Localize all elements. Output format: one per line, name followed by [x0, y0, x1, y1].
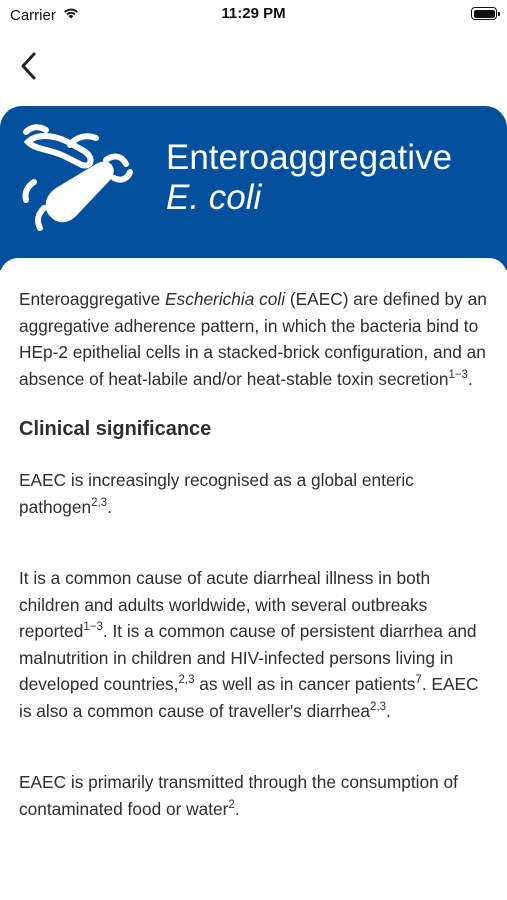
paragraph-text: . It is a common cause of persistent diarrhea and malnutrition in children and HIV-infected persons living in developed countries,: [19, 621, 477, 694]
citation-ref[interactable]: 7: [415, 674, 422, 686]
citation-ref[interactable]: 1−3: [83, 621, 103, 633]
intro-species-name: Escherichia coli: [165, 289, 286, 309]
paragraph-text: . EAEC is also a common cause of traveller's diarrhea: [19, 674, 479, 721]
paragraph-text: EAEC is primarily transmitted through the consumption of contaminated food or water: [19, 772, 458, 819]
paragraph: [19, 467, 488, 520]
article-header: [0, 106, 507, 270]
paragraph-text: .: [107, 496, 112, 517]
battery-icon: [471, 7, 497, 20]
citation-ref[interactable]: 2: [228, 798, 235, 811]
chevron-left-icon: [19, 51, 39, 81]
intro-text: (EAEC) are defined by an aggregative adherence pattern, in which the bacteria bind to HEp-2 epithelial cells in a stacked-brick configuration, and an absence of heat-labile and/or heat-stable toxin secretion: [19, 289, 487, 389]
back-button[interactable]: [12, 46, 46, 86]
carrier-label: Carrier: [10, 6, 56, 24]
status-time: 11:29 PM: [221, 5, 286, 22]
page-title-line1: Enteroaggregative: [166, 138, 453, 177]
article-content: [0, 258, 507, 900]
paragraph-text: .: [386, 700, 391, 721]
citation-ref[interactable]: 2,3: [178, 674, 195, 686]
citation-ref[interactable]: 2,3: [370, 700, 387, 713]
paragraph: [19, 565, 488, 724]
bacteria-icon: [14, 120, 136, 238]
intro-text: Enteroaggregative: [19, 289, 166, 309]
section-heading: Clinical significance: [19, 418, 212, 440]
paragraph-text: It is a common cause of acute diarrheal illness in both children and adults worldwide, with several outbreaks reported: [19, 568, 431, 641]
paragraph-text: .: [234, 798, 240, 819]
intro-paragraph: [19, 286, 488, 392]
page-title: [166, 138, 452, 218]
paragraph-text: EAEC is increasingly recognised as a global enteric pathogen: [19, 470, 414, 517]
citation-ref[interactable]: 1−3: [448, 368, 468, 381]
page-title-line2: E. coli: [166, 178, 262, 217]
paragraph-text: as well as in cancer patients: [194, 674, 416, 694]
intro-text: .: [467, 368, 473, 389]
status-bar: [0, 0, 507, 30]
paragraph: [19, 769, 488, 822]
citation-ref[interactable]: 2,3: [91, 496, 108, 509]
